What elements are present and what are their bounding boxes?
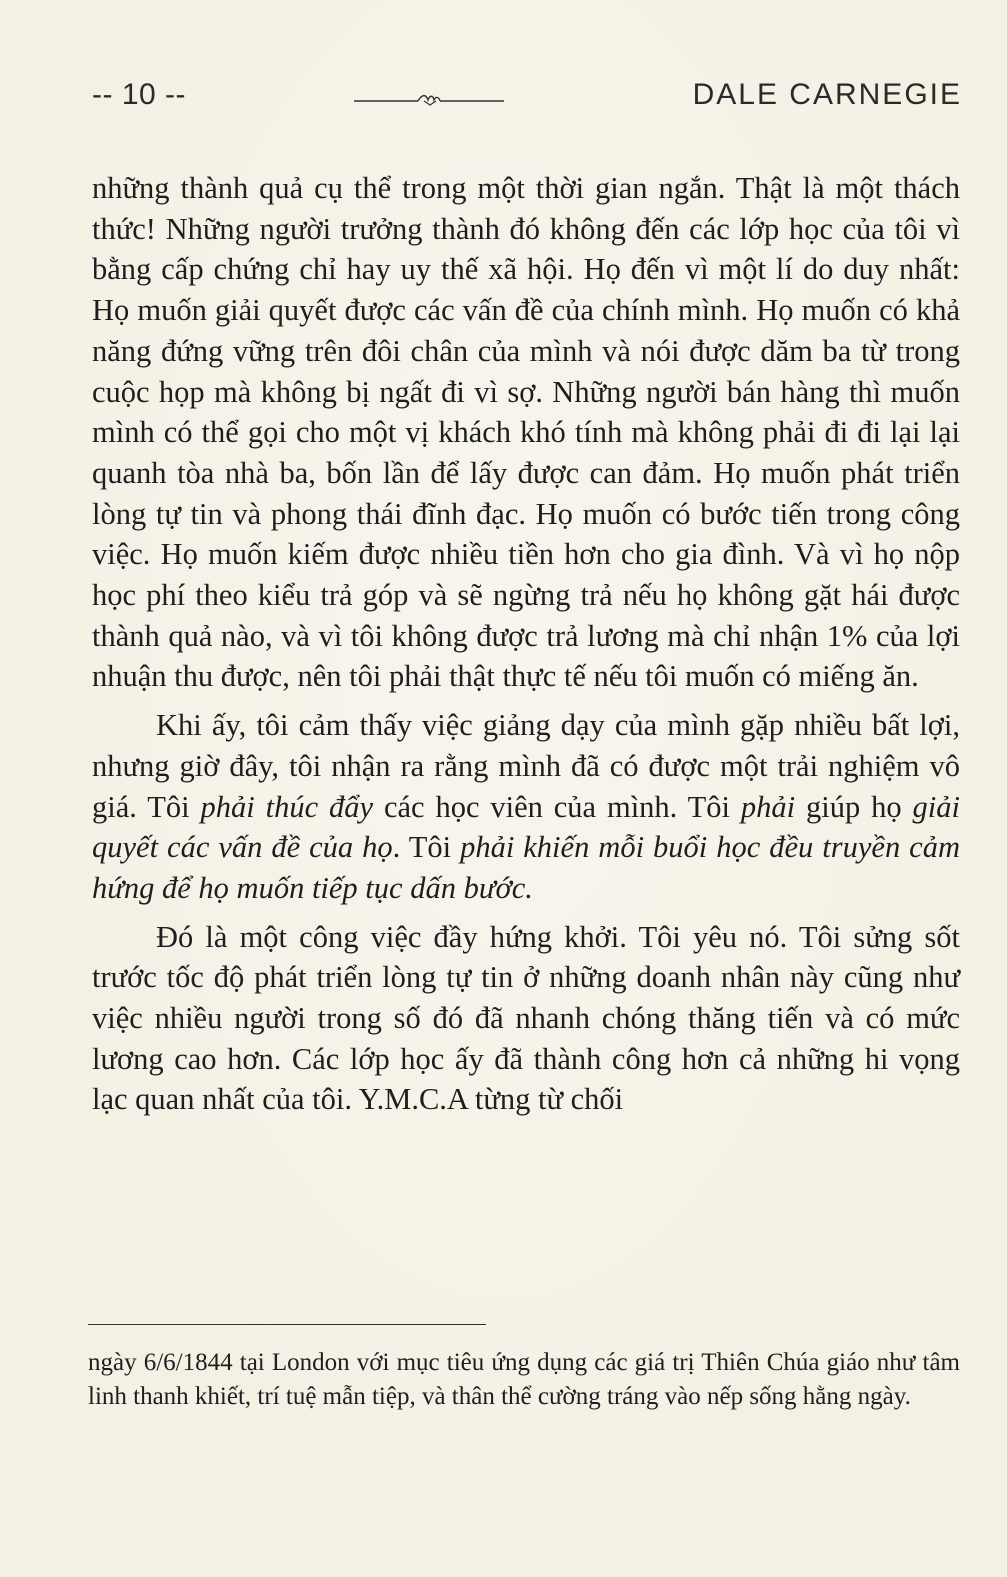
- running-head: DALE CARNEGIE: [692, 78, 962, 111]
- emphasis-run: phải: [740, 789, 796, 824]
- paragraph-3: Đó là một công việc đầy hứng khởi. Tôi yêu nó. Tôi sửng sốt trước tốc độ phát triển lòng tự tin ở những doanh nhân này cũng như việc nhiều người trong số đó đã nhanh chóng thăng tiến và có mức lương cao hơn. Các lớp học ấy đã thành công hơn cả những hi vọng lạc quan nhất của tôi. Y.M.C.A từng từ chối: [92, 919, 960, 1117]
- emphasis-run: giải quyết các vấn đề của họ: [92, 789, 960, 865]
- emphasis-run: phải thúc đẩy: [200, 789, 374, 824]
- emphasis-run: phải khiến mỗi buổi học đều truyền cảm hứng để họ muốn tiếp tục dấn bước.: [92, 830, 960, 905]
- text-run: . Tôi: [392, 830, 461, 865]
- text-run: các học viên của mình. Tôi: [373, 789, 741, 824]
- body-text: [92, 168, 960, 1120]
- text-run: Khi ấy, tôi cảm thấy việc giảng dạy của mình gặp nhiều bất lợi, nhưng giờ đây, tôi nhận ra rằng mình đã có được một trải nghiệm vô giá. Tôi: [92, 708, 960, 824]
- page-number: -- 10 --: [92, 78, 186, 111]
- flourish-ornament-icon: [354, 92, 504, 108]
- page-header: [92, 78, 962, 128]
- footnote: ngày 6/6/1844 tại London với mục tiêu ứng dụng các giá trị Thiên Chúa giáo như tâm linh thanh khiết, trí tuệ mẫn tiệp, và thân thể cường tráng vào nếp sống hằng ngày.: [88, 1349, 960, 1410]
- paragraph-1: những thành quả cụ thể trong một thời gian ngắn. Thật là một thách thức! Những người trưởng thành đó không đến các lớp học của tôi vì bằng cấp chứng chỉ hay uy thế xã hội. Họ đến vì một lí do duy nhất: Họ muốn giải quyết được các vấn đề của chính mình. Họ muốn có khả năng đứng vững trên đôi chân của mình và nói được dăm ba từ trong cuộc họp mà không bị ngất đi vì sợ. Những người bán hàng thì muốn mình có thể gọi cho một vị khách khó tính mà không phải đi đi lại lại quanh tòa nhà ba, bốn lần để lấy được can đảm. Họ muốn phát triển lòng tự tin và phong thái đĩnh đạc. Họ muốn có bước tiến trong công việc. Họ muốn kiếm được nhiều tiền hơn cho gia đình. Và vì họ nộp học phí theo kiểu trả góp và sẽ ngừng trả nếu họ không gặt hái được thành quả nào, và vì tôi không được trả lương mà chỉ nhận 1% của lợi nhuận thu được, nên tôi phải thật thực tế nếu tôi muốn có miếng ăn.: [92, 171, 960, 694]
- paragraph-2: [92, 705, 960, 909]
- footnote-divider: [88, 1324, 486, 1325]
- text-run: giúp họ: [795, 789, 913, 824]
